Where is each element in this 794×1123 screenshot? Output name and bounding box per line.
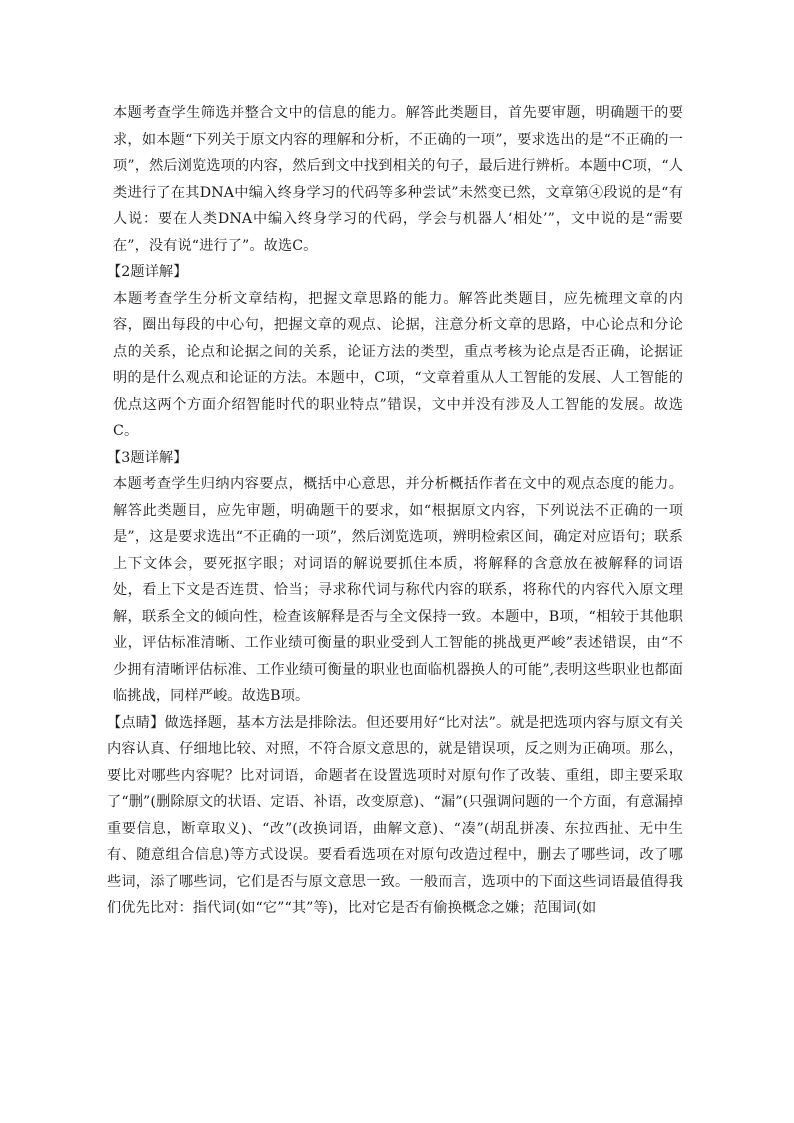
paragraph-q3-analysis: 本题考查学生归纳内容要点，概括中心意思，并分析概括作者在文中的观点态度的能力。解答此类题目，应先审题，明确题干的要求，如“根据原文内容，下列说法不正确的一项是”，这是要求选出“不正确的一项”，然后浏览选项，辨明检索区间，确定对应语句；联系上下文体会，要死抠字眼；对词语的解说要抓住本质，将解释的含意放在被解释的词语处，看上下文是否连贯、恰当；寻求称代词与称代内容的联系，将称代的内容代入原文理解，联系全文的倾向性，检查该解释是否与全文保持一致。本题中，B项，“相较于其他职业，评估标准清晰、工作业绩可衡量的职业受到人工智能的挑战更严峻”表述错误，由“不少拥有清晰评估标准、工作业绩可衡量的职业也面临机器换人的可能”,表明这些职业也都面临挑战，同样严峻。故选B项。: [113, 476, 683, 704]
document-page: [107, 100, 683, 922]
paragraph-q1-analysis: 本题考查学生筛选并整合文中的信息的能力。解答此类题目，首先要审题，明确题干的要求，如本题“下列关于原文内容的理解和分析，不正确的一项”，要求选出的是“不正确的一项”，然后浏览选项的内容，然后到文中找到相关的句子，最后进行辨析。本题中C项，“人类进行了在其DNA中编入终身学习的代码等多种尝试”未然变已然，文章第④段说的是“有人说：要在人类DNA中编入终身学习的代码，学会与机器人‘相处’”，文中说的是“需要在”，没有说“进行了”。故选C。: [113, 105, 683, 254]
heading-q3-detail: 【3题详解】: [107, 449, 188, 466]
paragraph-q2-analysis: 本题考查学生分析文章结构，把握文章思路的能力。解答此类题目，应先梳理文章的内容，圈出每段的中心句，把握文章的观点、论据，注意分析文章的思路，中心论点和分论点的关系，论点和论据之间的关系，论证方法的类型，重点考核为论点是否正确，论据证明的是什么观点和论证的方法。本题中，C项，“文章着重从人工智能的发展、人工智能的优点这两个方面介绍智能时代的职业特点”错误，文中并没有涉及人工智能的发展。故选C。: [113, 290, 683, 439]
heading-q2-detail: 【2题详解】: [107, 264, 188, 280]
paragraph-key-points: 【点睛】做选择题，基本方法是排除法。但还要用好“比对法”。就是把选项内容与原文有关内容认真、仔细地比较、对照，不符合原文意思的，就是错误项，反之则为正确项。那么，要比对哪些内容呢？比对词语，命题者在设置选项时对原句作了改装、重组，即主要采取了“删”(删除原文的状语、定语、补语，改变原意)、“漏”(只强调问题的一个方面，有意漏掉重要信息，断章取义)、“改”(改换词语，曲解文意)、“凑”(胡乱拼凑、东拉西扯、无中生有、随意组合信息)等方式设误。要看看选项在对原句改造过程中，删去了哪些词，改了哪些词，添了哪些词，它们是否与原文意思一致。一般而言，选项中的下面这些词语最值得我们优先比对：指代词(如“它”“其”等)，比对它是否有偷换概念之嫌；范围词(如: [107, 714, 683, 916]
